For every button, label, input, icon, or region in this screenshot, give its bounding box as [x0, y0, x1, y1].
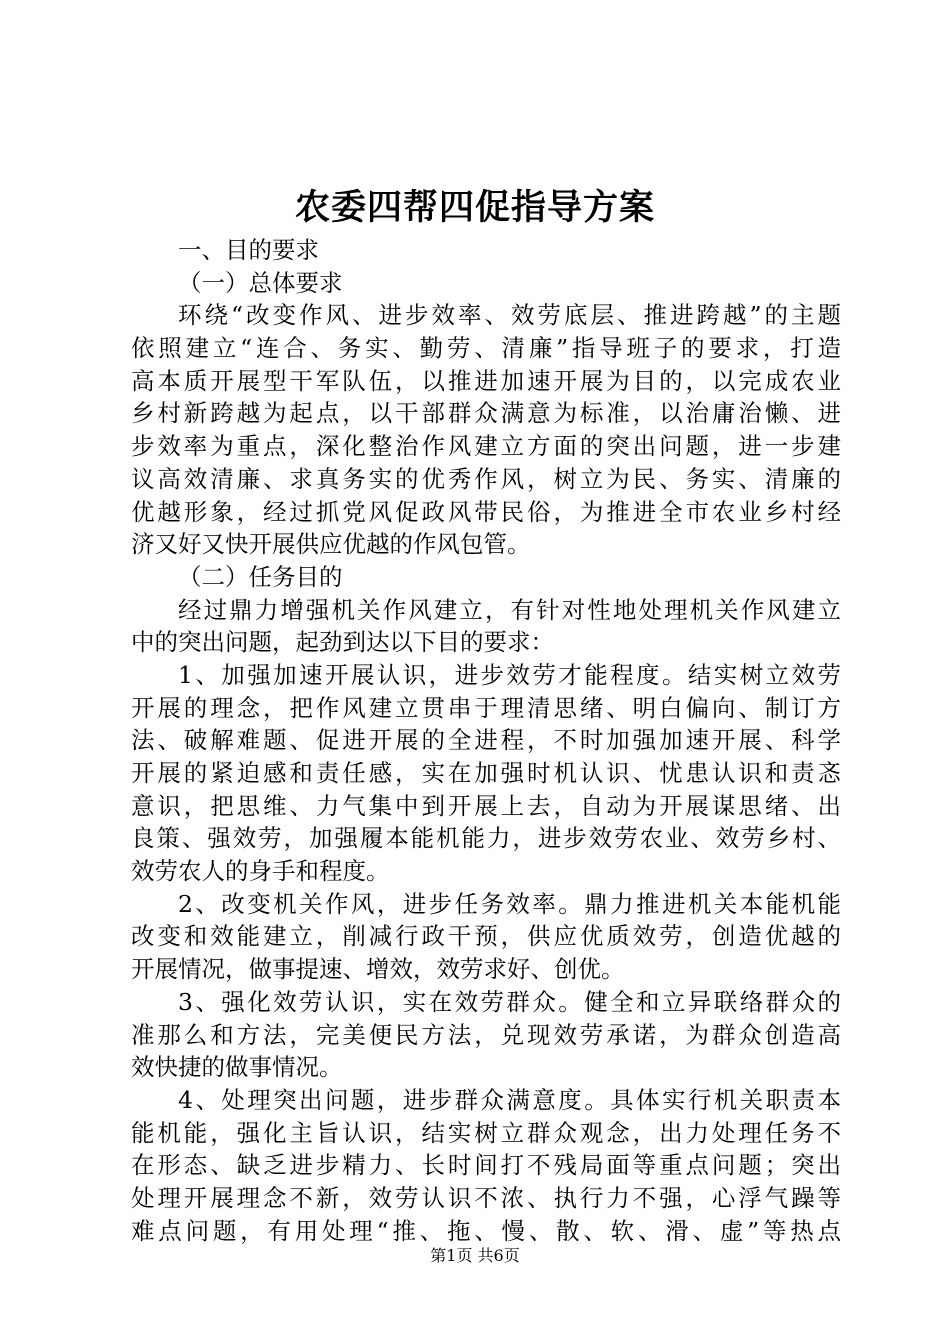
text-line: 高本质开展型干军队伍，以推进加速开展为目的，以完成农业	[131, 366, 841, 395]
text-line: 改变和效能建立，削减行政干预，供应优质效劳，创造优越的	[131, 922, 841, 951]
text-line: 依照建立“连合、务实、勤劳、清廉”指导班子的要求，打造	[131, 334, 841, 363]
text-line: 乡村新跨越为起点，以干部群众满意为标准，以治庸治懒、进	[131, 399, 841, 428]
text-line: 能机能，强化主旨认识，结实树立群众观念，出力处理任务不	[131, 1118, 841, 1147]
text-line: 步效率为重点，深化整治作风建立方面的突出问题，进一步建	[131, 432, 841, 461]
text-line: 中的突出问题，起劲到达以下目的要求：	[131, 628, 554, 657]
text-line: （一）总体要求	[178, 268, 343, 297]
text-line: 难点问题，有用处理“推、拖、慢、散、软、滑、虚”等热点	[131, 1216, 841, 1245]
text-line: 效快捷的做事情况。	[131, 1053, 343, 1082]
document-title: 农委四帮四促指导方案	[294, 187, 655, 228]
document-body	[131, 234, 841, 1247]
text-line: 效劳农人的身手和程度。	[131, 857, 390, 886]
text-line: 意识，把思维、力气集中到开展上去，自动为开展谋思绪、出	[131, 791, 841, 820]
text-line: 处理开展理念不新，效劳认识不浓、执行力不强，心浮气躁等	[131, 1183, 841, 1212]
text-line: 经过鼎力增强机关作风建立，有针对性地处理机关作风建立	[178, 595, 841, 624]
text-line: 1、加强加速开展认识，进步效劳才能程度。结实树立效劳	[178, 660, 841, 689]
text-line: 济又好又快开展供应优越的作风包管。	[131, 530, 531, 559]
text-line: 议高效清廉、求真务实的优秀作风，树立为民、务实、清廉的	[131, 464, 841, 493]
text-line: 良策、强效劳，加强履本能机能力，进步效劳农业、效劳乡村、	[131, 824, 841, 853]
text-line: 法、破解难题、促进开展的全进程，不时加强加速开展、科学	[131, 726, 841, 755]
text-line: 开展的理念，把作风建立贯串于理清思绪、明白偏向、制订方	[131, 693, 841, 722]
text-line: 4、处理突出问题，进步群众满意度。具体实行机关职责本	[178, 1085, 841, 1114]
text-line: 开展的紧迫感和责任感，实在加强时机认识、忧患认识和责忞	[131, 759, 841, 787]
text-line: （二）任务目的	[178, 562, 343, 591]
text-line: 优越形象，经过抓党风促政风带民俗，为推进全市农业乡村经	[131, 497, 841, 526]
text-line: 环绕“改变作风、进步效率、效劳底层、推进跨越”的主题	[178, 301, 841, 330]
text-line: 在形态、缺乏进步精力、长时间打不残局面等重点问题；突出	[131, 1151, 841, 1180]
text-line: 开展情况，做事提速、增效，效劳求好、创优。	[131, 955, 625, 984]
text-line: 2、改变机关作风，进步任务效率。鼎力推进机关本能机能	[178, 889, 841, 918]
text-line: 准那么和方法，完美便民方法，兑现效劳承诺，为群众创造高	[131, 1020, 841, 1049]
text-line: 一、目的要求	[178, 236, 319, 264]
page-footer: 第1页 共6页	[430, 1246, 520, 1265]
text-line: 3、强化效劳认识，实在效劳群众。健全和立异联络群众的	[178, 987, 841, 1016]
